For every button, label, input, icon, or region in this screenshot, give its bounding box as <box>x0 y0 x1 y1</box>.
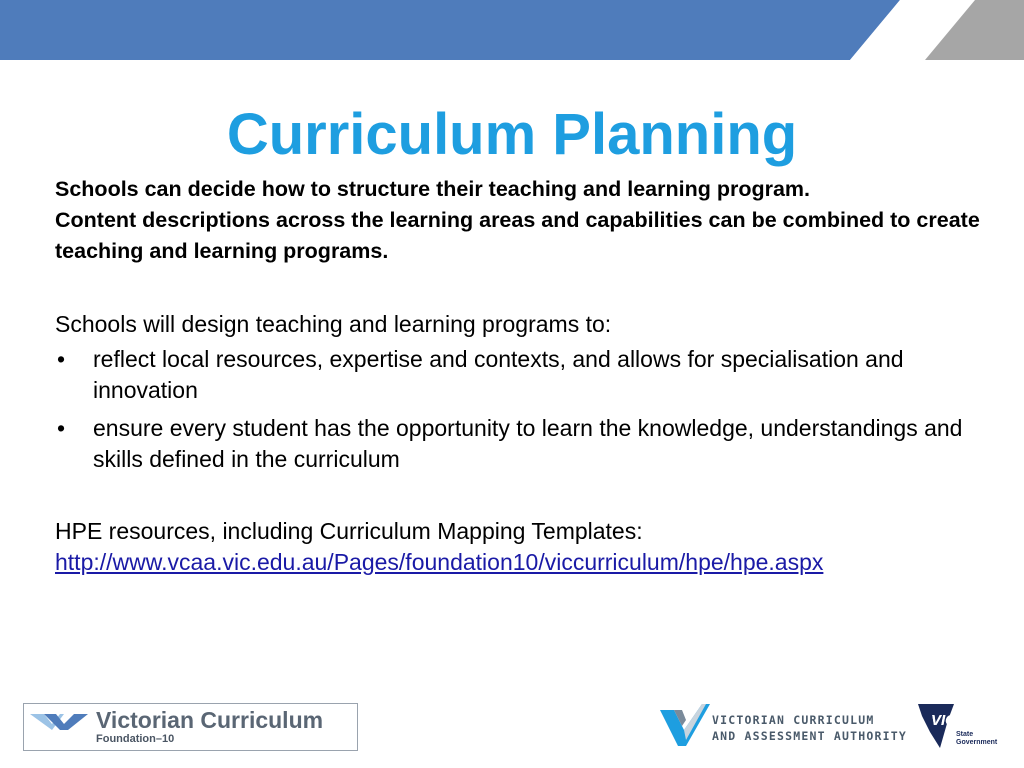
vic-logo-sub <box>956 731 1002 747</box>
resources-label: HPE resources, including Curriculum Mapping Templates: <box>55 518 643 544</box>
vcaa-line-2: AND ASSESSMENT AUTHORITY <box>712 729 907 743</box>
bullet-text: reflect local resources, expertise and contexts, and allows for specialisation and innovation <box>93 346 904 403</box>
hpe-resources-link[interactable]: http://www.vcaa.vic.edu.au/Pages/foundation10/viccurriculum/hpe/hpe.aspx <box>55 549 824 575</box>
intro-line-2: Content descriptions across the learning areas and capabilities can be combined to create teaching and learning programs. <box>55 208 980 263</box>
vic-logo-word: VICTORIA <box>931 712 1003 729</box>
intro-paragraph <box>55 174 985 267</box>
vic-logo-line-1: State <box>956 731 974 738</box>
list-item <box>55 413 975 475</box>
vcaa-logo-text <box>712 712 907 744</box>
intro-line-1: Schools can decide how to structure their teaching and learning program. <box>55 177 811 201</box>
design-lead: Schools will design teaching and learning programs to: <box>55 311 612 337</box>
resources-paragraph <box>55 516 995 578</box>
vic-logo-line-2: Government <box>956 739 998 746</box>
banner-blue-band <box>0 0 900 60</box>
chevron-wave-icon <box>30 710 90 732</box>
vcaa-line-1: VICTORIAN CURRICULUM <box>712 713 875 727</box>
vc-logo-sub: Foundation–10 <box>96 733 175 745</box>
victorian-curriculum-logo <box>23 703 358 751</box>
design-bullet-list <box>55 344 975 482</box>
bullet-icon: • <box>57 346 66 372</box>
slide-title: Curriculum Planning <box>226 102 798 167</box>
list-item <box>55 344 975 406</box>
vc-logo-name: Victorian Curriculum <box>96 707 324 733</box>
bullet-icon: • <box>57 415 66 441</box>
v-check-icon <box>658 702 712 750</box>
bullet-text: ensure every student has the opportunity to learn the knowledge, understandings and skills defined in the curriculum <box>93 415 963 472</box>
top-banner <box>0 0 1024 60</box>
victoria-government-logo <box>918 702 1008 750</box>
vcaa-logo <box>658 702 907 750</box>
